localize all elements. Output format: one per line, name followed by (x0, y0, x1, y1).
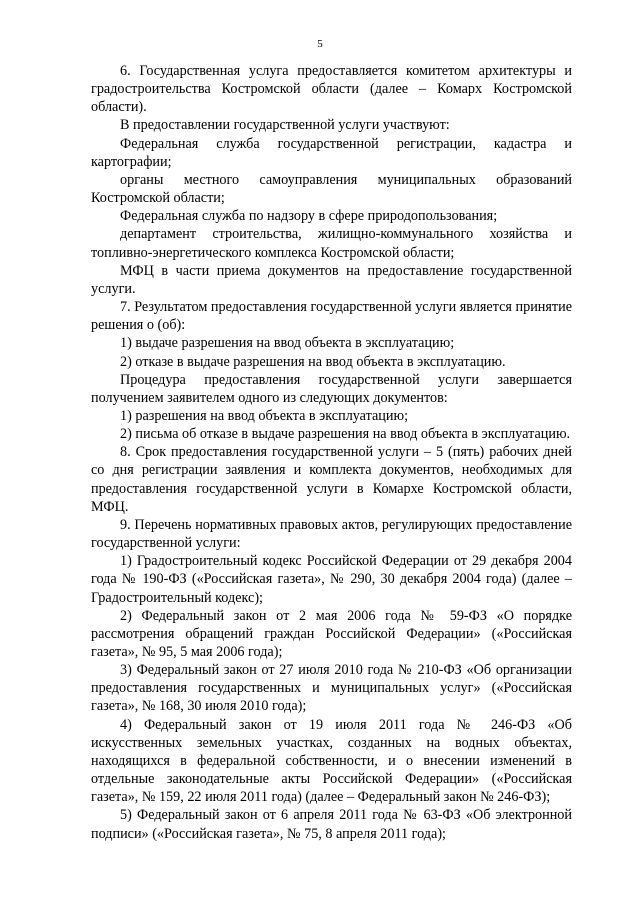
document-body (91, 62, 572, 843)
paragraph-result-item-2: 2) отказе в выдаче разрешения на ввод объекта в эксплуатацию. (120, 353, 506, 370)
paragraph-participant-mfc: МФЦ в части приема документов на предоставление государственной услуги. (91, 262, 572, 297)
paragraph-document-item-2: 2) письма об отказе в выдаче разрешения на ввод объекта в эксплуатацию. (120, 426, 571, 443)
paragraph-document-item-1: 1) разрешения на ввод объекта в эксплуатацию; (120, 407, 409, 424)
paragraph-participant-local-government: органы местного самоуправления муниципальных образований Костромской области; (91, 171, 572, 207)
paragraph-7-result: 7. Результатом предоставления государственной услуги является принятие решения о (об): (91, 299, 572, 334)
paragraph-legal-act-4: 4) Федеральный закон от 19 июля 2011 года № 246-ФЗ «Об искусственных земельных участках, созданных на водных объектах, находящихся в федеральной собственности, и о внесении изменений в отдельные законодательные акты Российской Федерации» («Российская газета», № 159, 22 июля 2011 года) (далее – Федеральный закон № 246-ФЗ); (91, 716, 572, 806)
paragraph-legal-act-1: 1) Градостроительный кодекс Российской Федерации от 29 декабря 2004 года № 190-ФЗ («Российская газета», № 290, 30 декабря 2004 года) (далее – Градостроительный кодекс); (91, 553, 572, 606)
paragraph-participants-intro: В предоставлении государственной услуги участвуют: (120, 117, 450, 134)
page-number: 5 (317, 38, 323, 50)
paragraph-6-service-provider: 6. Государственная услуга предоставляется комитетом архитектуры и градостроительства Костромской области (далее – Комарх Костромской области). (91, 63, 572, 116)
paragraph-9-legal-acts-intro: 9. Перечень нормативных правовых актов, регулирующих предоставление государственной услуги: (91, 516, 572, 552)
paragraph-participant-rosreestr: Федеральная служба государственной регистрации, кадастра и картографии; (91, 135, 572, 170)
paragraph-participant-rosprirodnadzor: Федеральная служба по надзору в сфере природопользования; (120, 208, 498, 225)
paragraph-8-term: 8. Срок предоставления государственной услуги – 5 (пять) рабочих дней со дня регистрации заявления и комплекта документов, необходимых для предоставления государственной услуги в Комархе Костромской области, МФЦ. (91, 444, 572, 515)
paragraph-legal-act-2: 2) Федеральный закон от 2 мая 2006 года № 59-ФЗ «О порядке рассмотрения обращений граждан Российской Федерации» («Российская газета», № 95, 5 мая 2006 года); (91, 607, 572, 660)
paragraph-participant-construction-department: департамент строительства, жилищно-коммунального хозяйства и топливно-энергетического комплекса Костромской области; (91, 226, 572, 261)
paragraph-legal-act-5: 5) Федеральный закон от 6 апреля 2011 года № 63-ФЗ «Об электронной подписи» («Российская газета», № 75, 8 апреля 2011 года); (91, 807, 572, 842)
paragraph-procedure-completion: Процедура предоставления государственной услуги завершается получением заявителем одного из следующих документов: (91, 371, 572, 406)
paragraph-result-item-1: 1) выдаче разрешения на ввод объекта в эксплуатацию; (120, 335, 455, 352)
paragraph-legal-act-3: 3) Федеральный закон от 27 июля 2010 года № 210-ФЗ «Об организации предоставления государственных и муниципальных услуг» («Российская газета», № 168, 30 июля 2010 года); (91, 662, 572, 715)
